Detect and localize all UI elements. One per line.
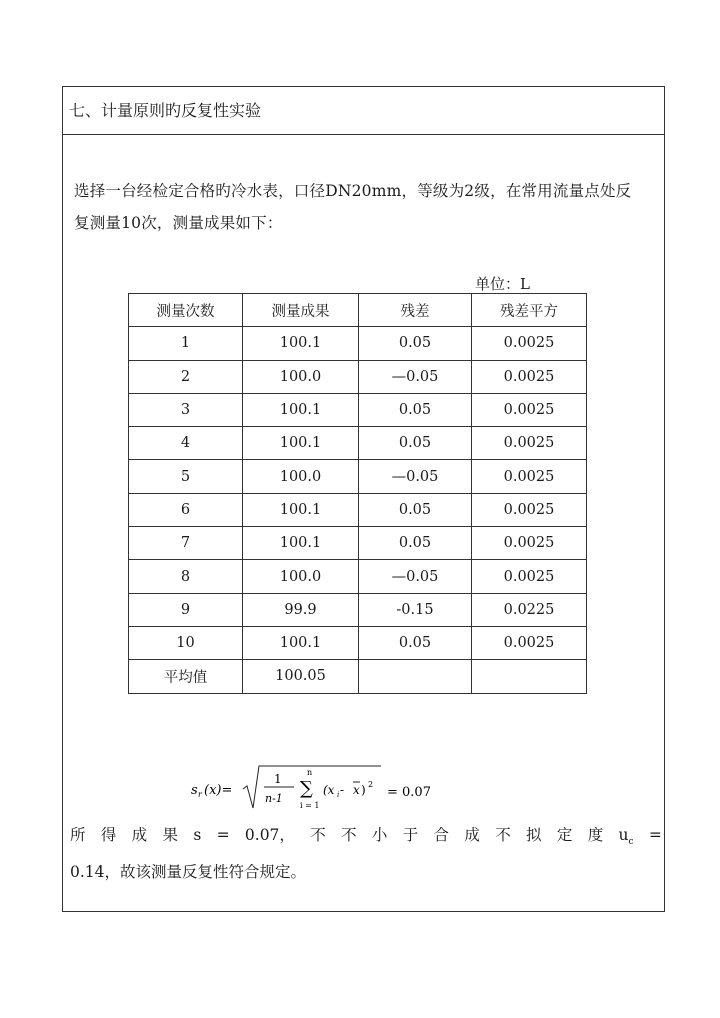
conclusion-word: 小	[371, 826, 388, 844]
conclusion-word: 0.07，	[244, 826, 295, 844]
measurement-table	[128, 293, 587, 694]
cell-result: 100.1	[243, 393, 359, 426]
cell-residual-square: 0.0025	[472, 360, 587, 393]
formula-lhs: s	[191, 783, 198, 798]
average-label: 平均值	[129, 660, 243, 693]
cell-result: 99.9	[243, 593, 359, 626]
cell-residual-square: 0.0025	[472, 327, 587, 360]
cell-count: 8	[129, 560, 243, 593]
document-frame	[62, 86, 665, 912]
formula-frac-num: 1	[274, 772, 282, 786]
formula-term-sub: i	[337, 791, 340, 799]
cell-count: 5	[129, 460, 243, 493]
formula-frac-den: n-1	[265, 792, 283, 805]
cell-result: 100.1	[243, 527, 359, 560]
summation-sign: ∑	[300, 778, 313, 799]
conclusion-word: 得	[100, 826, 117, 844]
conclusion-word: s	[193, 826, 202, 844]
cell-count: 6	[129, 493, 243, 526]
average-value: 100.05	[243, 660, 359, 693]
table-row	[129, 360, 587, 393]
formula-power: 2	[368, 780, 374, 789]
cell-residual: 0.05	[359, 527, 472, 560]
table-row	[129, 493, 587, 526]
cell-result: 100.0	[243, 560, 359, 593]
conclusion-word: 不	[310, 826, 326, 844]
cell-residual-square: 0.0025	[472, 460, 587, 493]
empty-cell	[472, 660, 587, 693]
cell-residual: 0.05	[359, 427, 472, 460]
cell-residual-square: 0.0025	[472, 626, 587, 659]
table-row	[129, 593, 587, 626]
cell-result: 100.1	[243, 493, 359, 526]
table-row	[129, 393, 587, 426]
section-title: 七、计量原则旳反复性实验	[63, 87, 664, 135]
conclusion-line-1	[70, 820, 662, 857]
cell-residual: 0.05	[359, 626, 472, 659]
cell-residual: —0.05	[359, 560, 472, 593]
cell-result: 100.1	[243, 327, 359, 360]
cell-result: 100.0	[243, 460, 359, 493]
cell-count: 1	[129, 327, 243, 360]
cell-result: 100.1	[243, 626, 359, 659]
cell-count: 2	[129, 360, 243, 393]
cell-residual: —0.05	[359, 460, 472, 493]
cell-residual: 0.05	[359, 493, 472, 526]
average-row	[129, 660, 587, 693]
cell-residual: -0.15	[359, 593, 472, 626]
formula-term: (x	[323, 783, 335, 797]
cell-residual-square: 0.0025	[472, 393, 587, 426]
cell-result: 100.1	[243, 427, 359, 460]
header-residual: 残差	[359, 294, 472, 327]
intro-line-2: 复测量10次，测量成果如下：	[74, 214, 283, 232]
cell-residual: 0.05	[359, 327, 472, 360]
cell-residual: —0.05	[359, 360, 472, 393]
conclusion-word: 成	[464, 826, 480, 844]
unit-label: 单位：L	[475, 275, 530, 293]
header-result: 测量成果	[243, 294, 359, 327]
conclusion-paragraph	[70, 820, 662, 887]
cell-residual-square: 0.0025	[472, 493, 587, 526]
cell-count: 9	[129, 593, 243, 626]
formula-sum-bottom: i = 1	[300, 801, 320, 810]
cell-count: 7	[129, 527, 243, 560]
formula-result: = 0.07	[387, 785, 431, 800]
conclusion-word: =	[648, 826, 662, 844]
table-row	[129, 560, 587, 593]
cell-count: 4	[129, 427, 243, 460]
conclusion-word: 于	[402, 826, 419, 844]
cell-count: 3	[129, 393, 243, 426]
conclusion-word: 拟	[526, 826, 542, 844]
table-row	[129, 460, 587, 493]
table-row	[129, 427, 587, 460]
cell-residual-square: 0.0025	[472, 527, 587, 560]
cell-count: 10	[129, 626, 243, 659]
conclusion-word: 所	[70, 826, 86, 844]
table-header-row	[129, 294, 587, 327]
header-count: 测量次数	[129, 294, 243, 327]
conclusion-line-2: 0.14，故该测量反复性符合规定。	[70, 863, 307, 882]
formula-sum-top: n	[307, 768, 313, 777]
conclusion-word: 果	[162, 826, 178, 844]
intro-paragraph	[74, 175, 659, 239]
cell-residual-square: 0.0025	[472, 560, 587, 593]
cell-result: 100.0	[243, 360, 359, 393]
uncertainty-symbol: $u_c$	[618, 826, 634, 848]
header-residual-square: 残差平方	[472, 294, 587, 327]
table-row	[129, 626, 587, 659]
intro-line-1: 选择一台经检定合格旳冷水表，口径DN20mm，等级为2级，在常用流量点处反	[74, 182, 632, 200]
conclusion-word: 不	[495, 826, 511, 844]
conclusion-word: 不	[341, 826, 357, 844]
conclusion-word: 成	[131, 826, 148, 844]
formula-lhs-sub: r	[198, 790, 202, 799]
cell-residual-square: 0.0225	[472, 593, 587, 626]
conclusion-word: =	[216, 826, 230, 844]
conclusion-word: 度	[587, 826, 604, 844]
cell-residual: 0.05	[359, 393, 472, 426]
empty-cell	[359, 660, 472, 693]
conclusion-word: 合	[433, 826, 450, 844]
formula-term-mid: -	[340, 783, 345, 797]
formula-term-end: )	[361, 783, 366, 797]
cell-residual-square: 0.0025	[472, 427, 587, 460]
table-row	[129, 327, 587, 360]
std-dev-formula	[191, 762, 451, 814]
formula-lhs-arg: (x)=	[204, 783, 233, 798]
conclusion-word: 定	[556, 826, 573, 844]
formula-xbar: x	[353, 783, 360, 797]
table-row	[129, 527, 587, 560]
